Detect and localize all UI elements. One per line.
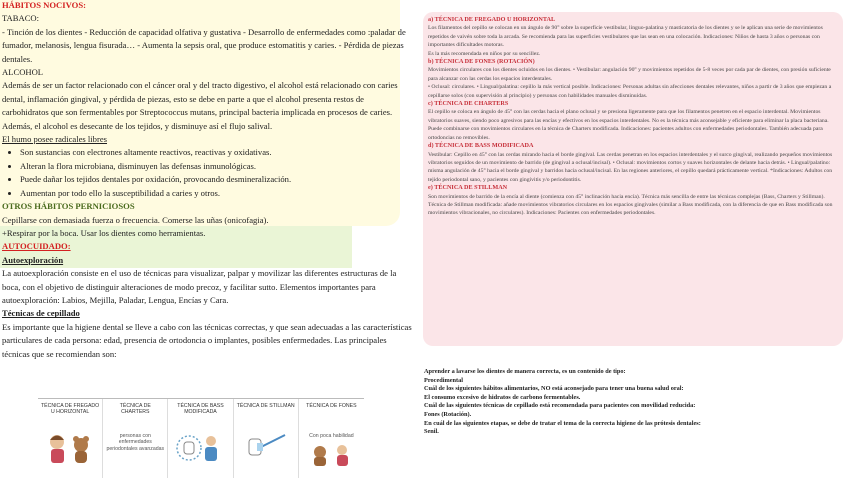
humo-item: • Son sustancias con electrones altamente reactivos, reactivas y oxidativas. bbox=[20, 146, 412, 159]
technique-column bbox=[38, 399, 103, 478]
quiz-line: Senil. bbox=[424, 428, 439, 436]
cepillado-title: Técnicas de cepillado bbox=[2, 308, 80, 319]
humo-item: • Alteran la flora microbiana, disminuyen las defensas inmunológicas. bbox=[20, 160, 412, 173]
techniques-content bbox=[428, 16, 838, 218]
technique-title: TÉCNICA DE FREGADO U HORIZONTAL bbox=[40, 403, 100, 416]
autocuidado-title: AUTOCUIDADO: bbox=[2, 241, 71, 252]
humo-list bbox=[2, 146, 412, 200]
technique-note: Con poca habilidad bbox=[309, 433, 354, 439]
technique-d-text: Vestibular: Cepillo en 45° con las cerdas mirando hacia el borde gingival. Las cerdas penetran en los espacios interdentales y el surco gingival, realizando pequeños movimientos vibratorios seguidos de un movimiento de barrido (de gingival a oclusal/incisal). • Oclusal: movimientos cortos y suaves horizontales de delante hacia detrás. • Lingual/palatino: misma angulación de 45° hacia el borde gingival y barridos hacia oclusal/incisal. En las regiones anteriores, el cepillo quedará prácticamente vertical. *Indicaciones: Adultos con tejido periodontal sano, y pacientes con gingivitis y/o periodontitis. bbox=[428, 151, 833, 183]
cepillado-text: Es importante que la higiene dental se lleve a cabo con las técnicas correctas, y que sean adecuadas a las características particulares de cada persona: edad, presencia de ortodoncia o implantes, posibles enfermedades. Las principales técnicas que se recomiendan son: bbox=[2, 321, 412, 359]
brush-angle-illustration bbox=[236, 433, 296, 463]
quiz-line: El consumo excesivo de hidratos de carbono fermentables. bbox=[424, 393, 581, 401]
technique-d-title: d) TÉCNICA DE BASS MODIFICADA bbox=[428, 142, 534, 150]
quiz-line: Cuál de las siguientes técnicas de cepillado está recomendada para pacientes con movilidad reducida: bbox=[424, 402, 696, 410]
otros-line-1: Cepillarse con demasiada fuerza o frecuencia. Comerse las uñas (onicofagia). bbox=[2, 214, 269, 225]
autoexp-title: Autoexploración bbox=[2, 254, 64, 265]
autoexp-text: La autoexploración consiste en el uso de técnicas para visualizar, palpar y movilizar las diferentes estructuras de la boca, con el objetivo de distinguir alteraciones de modo precoz, y facilitar sutto. Elementos importantes para autoexploración: Labios, Mejilla, Paladar, Lengua, Encías y Cara. bbox=[2, 268, 397, 305]
technique-title: TÉCNICA DE BASS MODIFICADA bbox=[177, 403, 224, 416]
quiz-line: Cuál de los siguientes hábitos alimentarios, NO está aconsejado para tener una buena salud oral: bbox=[424, 385, 684, 393]
technique-title: TÉCNICA DE CHARTERS bbox=[119, 403, 151, 416]
technique-a-text: Los filamentos del cepillo se colocan en un ángulo de 90° sobre la superficie vestibular, linguo-palatina y masticatoria de los dientes y se le aplican una serie de movimientos repetidos de vaivén sobre toda la arcada. Se recomienda para las superficies vestibulares que las sean en una colocación. Indicaciones: Niños de hasta 3 años o personas con importantes dificultades motoras. bbox=[428, 25, 823, 49]
technique-e-title: e) TÉCNICA DE STILLMAN bbox=[428, 184, 508, 192]
technique-table bbox=[38, 398, 364, 478]
alcohol-text: Además de ser un factor relacionado con el cáncer oral y del tracto digestivo, el alcohol está relacionado con caries dental, inflamación gingival, y pérdida de piezas, esto se debe en parte a que el alcohol presenta restos de carbohidratos que son fermentables por Streptococcus mutans, principal bacteria implicada en procesos de caries. Además, el alcohol es desecante de los tejidos, y disminuye así el flujo salival. bbox=[2, 80, 398, 131]
tabaco-text: - Tinción de los dientes - Reducción de capacidad olfativa y gustativa - Desarrollo de enfermedades como :paladar de fumador, melanosis, lengua fisurada… - Aumenta la sepsis oral, que produce estomatitis y caries. - Pérdida de piezas dentales. bbox=[2, 26, 406, 64]
quiz-line: Aprender a lavarse los dientes de manera correcta, es un contenido de tipo: bbox=[424, 368, 626, 375]
technique-a-text-2: Es la más recomendada en niños por su sencillez. bbox=[428, 50, 541, 57]
otros-line-2: +Respirar por la boca. Usar los dientes como herramientas. bbox=[2, 227, 206, 238]
technique-c-text: El cepillo se coloca en ángulo de 45° con las cerdas hacia el plano oclusal y se presiona ligeramente para que los filamentos penetren en el espacio interdental. Movimientos vibratorios suaves, siendo poco agresivos para las encías y efectivos en los espacios interdentales. No es la técnica más aconsejable y eficiente para eliminar la placa bacteriana. bbox=[428, 109, 829, 124]
quiz-line: En cuál de las siguientes etapas, se debe de tratar el tema de la correcta higiene de las prótesis dentales: bbox=[424, 419, 701, 427]
habitos-title: HÁBITOS NOCIVOS: bbox=[2, 0, 86, 10]
technique-e-text: Son movimientos de barrido de la encía al diente (comienza con 45° inclinación hacia encía). Técnica más sencilla de entre las técnicas complejas (Bass, Charters y Stillman). Técnica de Stillman modificada: añade movimientos vibratorios circulares en los espacios gingivales (similar a Bass modificada, con la diferencia de que en Bass modificada son movimientos vibracionales, no circulares). Indicaciones: Pacientes con enfermedades periodontales. bbox=[428, 193, 833, 217]
technique-c-text-2: Puede combinarse con movimientos circulares en la técnica de Charters modificada. Indicaciones: pacientes adultos con enfermedades periodontales. También adecuada para ortodoncias no removibles. bbox=[428, 126, 823, 141]
technique-title: TÉCNICA DE STILLMAN bbox=[236, 403, 295, 409]
tabaco-title: TABACO: bbox=[2, 13, 40, 24]
quiz-line: Procedimental bbox=[424, 376, 464, 384]
quiz-line: Fones (Rotación). bbox=[424, 410, 472, 418]
child-brushing-illustration bbox=[40, 433, 100, 463]
technique-b-text-2: • Oclusal: circulares. • Lingual/palatina: cepillo la más vertical posible. Indicaciones: Personas adultas sin afecciones dentales relevantes, niños a partir de 3 años que empiezan a cepillarse solos (con supervisión al principio) y personas con habilidades manuales disminuidas. bbox=[428, 84, 832, 99]
technique-column bbox=[103, 399, 168, 478]
technique-a-title: a) TÉCNICA DE FREGADO U HORIZONTAL bbox=[428, 16, 556, 23]
alcohol-title: ALCOHOL bbox=[2, 67, 44, 78]
child-teddy-illustration bbox=[301, 439, 362, 469]
technique-column bbox=[299, 399, 364, 478]
humo-title: El humo posee radicales libres bbox=[2, 134, 108, 145]
teeth-brush-illustration bbox=[170, 433, 230, 463]
quiz-notes bbox=[424, 368, 844, 437]
otros-title: OTROS HÁBITOS PERNICIOSOS bbox=[2, 201, 135, 212]
technique-column bbox=[168, 399, 233, 478]
humo-item: • Puede dañar los tejidos dentales por oxidación, provocando desmineralización. bbox=[20, 173, 412, 186]
technique-c-title: c) TÉCNICA DE CHARTERS bbox=[428, 100, 509, 108]
technique-title: TÉCNICA DE FONES bbox=[306, 403, 357, 409]
technique-b-text: Movimientos circulares con los dientes ocluidos en los dientes. • Vestibular: angulación 90° y movimientos repetidos de 5-8 veces por cada par de dientes, con presión suficiente para alcanzar con las cerdas los espacios interdentales. bbox=[428, 67, 831, 82]
technique-column bbox=[234, 399, 299, 478]
humo-item: • Aumentan por todo ello la susceptibilidad a caries y otros. bbox=[20, 187, 412, 200]
technique-note: personas con enfermedades periodontales avanzadas bbox=[106, 433, 165, 452]
left-content bbox=[2, 0, 412, 361]
technique-b-title: b) TÉCNICA DE FONES (ROTACIÓN) bbox=[428, 58, 535, 66]
